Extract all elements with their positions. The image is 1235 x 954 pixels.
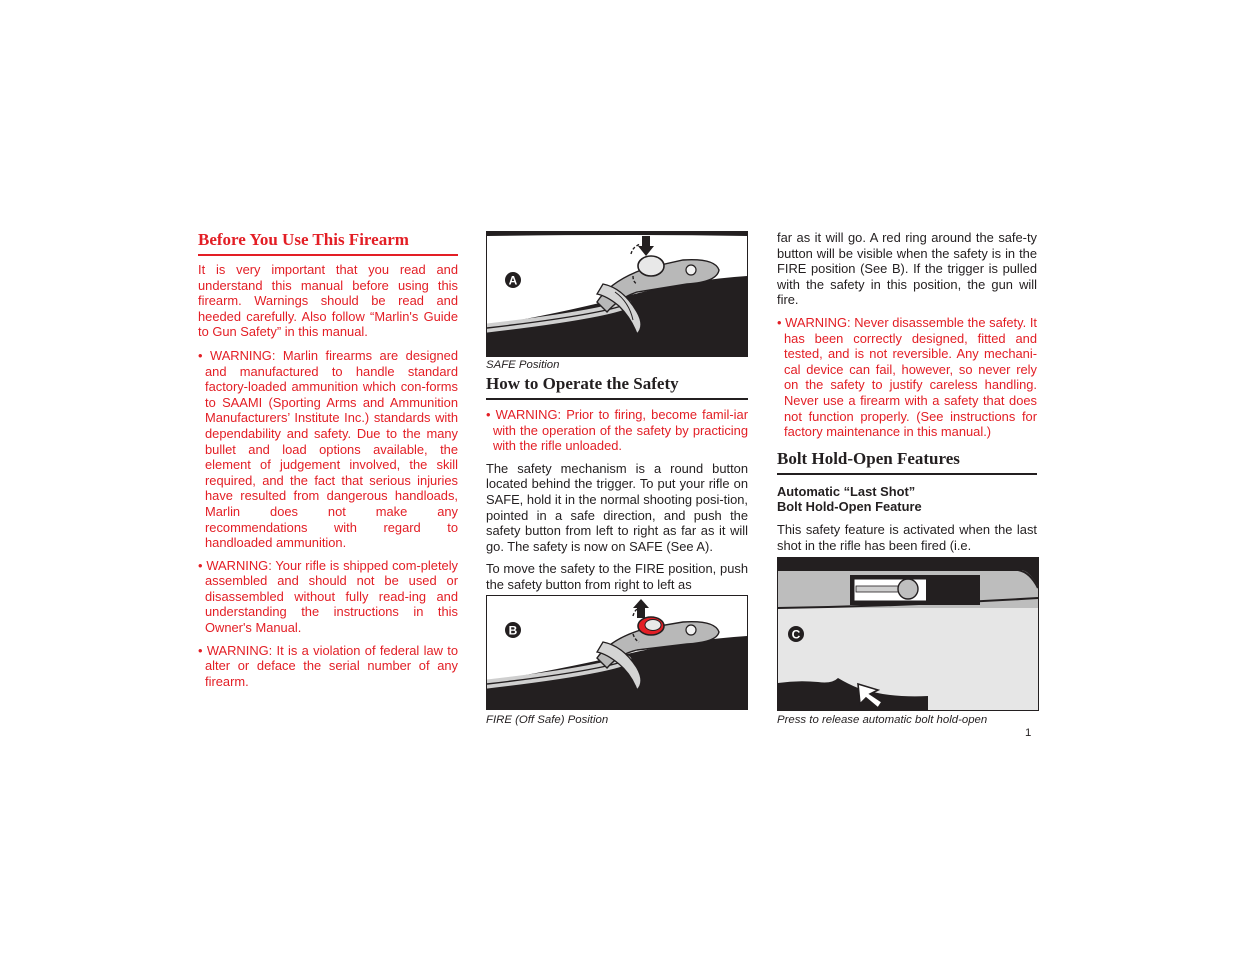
- figure-a-safe: [486, 231, 748, 357]
- figure-a-label: A: [508, 273, 518, 288]
- warning-practice-unloaded: • WARNING: Prior to firing, become famil-iar with the operation of the safety by practicing with the rifle unloaded.: [486, 407, 748, 454]
- column-left: [198, 228, 458, 689]
- subheading-line-1: Automatic “Last Shot”: [777, 483, 916, 499]
- warning-serial-number: • WARNING: It is a violation of federal law to alter or deface the serial number of any firearm.: [198, 642, 458, 689]
- figure-b-caption: FIRE (Off Safe) Position: [486, 713, 609, 726]
- figure-c-bolt-release: [777, 557, 1039, 711]
- safety-mechanism-paragraph: The safety mechanism is a round button located behind the trigger. To put your rifle on SAFE, hold it in the normal shooting posi-tion, pointed in a safe direction, and push the safety button from left to right as far as it will go. The safety is now on SAFE (See A).: [486, 460, 748, 554]
- figure-a-caption: SAFE Position: [486, 359, 560, 371]
- warning-ammunition: • WARNING: Marlin firearms are designed and manufactured to handle standard factory-loaded ammunition which con-forms to SAAMI (Sporting Arms and Ammunition Manufacturers’ Institute Inc.) standards with dependability and safety. Due to the many bullet and load options available, the element of judgement involved, the skill required, and the fact that serious injuries have resulted from dangerous handloads, Marlin does not make any recommendations with regard to handloaded ammunition.: [198, 347, 458, 551]
- figure-b-fire: [486, 595, 748, 710]
- heading-bolt-hold-open: Bolt Hold-Open Features: [777, 448, 1037, 475]
- subheading-last-shot: [777, 484, 1037, 515]
- figure-b-label: B: [508, 623, 518, 638]
- fire-position-paragraph: To move the safety to the FIRE position, push the safety button from right to left as: [486, 561, 748, 592]
- heading-how-to-operate: How to Operate the Safety: [486, 373, 748, 400]
- figure-c-caption: Press to release automatic bolt hold-open: [777, 714, 988, 727]
- intro-paragraph: It is very important that you read and understand this manual before using this firearm. Warnings should be read and heeded carefully. Also follow “Marlin's Guide to Gun Safety” in this manual.: [198, 262, 458, 340]
- heading-before-you-use: Before You Use This Firearm: [198, 229, 458, 256]
- subheading-line-2: Bolt Hold-Open Feature: [777, 499, 922, 515]
- warning-never-disassemble: • WARNING: Never disassemble the safety. It has been correctly designed, fitted and tested, and is not reversible. Any mechani-cal device can fail, however, so never rely on the safety to justify careless handling. Never use a firearm with a safety that does not function properly. (See instructions for factory maintenance in this manual.): [777, 314, 1037, 440]
- red-ring-paragraph: far as it will go. A red ring around the safe-ty button will be visible when the safety is in the FIRE position (See B). If the trigger is pulled with the safety in this position, the gun will fire.: [777, 230, 1037, 308]
- column-right: [777, 228, 1037, 727]
- bolt-hold-open-paragraph: This safety feature is activated when the last shot in the rifle has been fired (i.e.: [777, 521, 1037, 553]
- warning-assembly: • WARNING: Your rifle is shipped com-pletely assembled and should not be used or disassembled without fully read-ing and understanding the instructions in this Owner's Manual.: [198, 557, 458, 636]
- page-number: 1: [1025, 727, 1032, 739]
- figure-c-label: C: [791, 627, 801, 642]
- column-middle: [486, 228, 748, 727]
